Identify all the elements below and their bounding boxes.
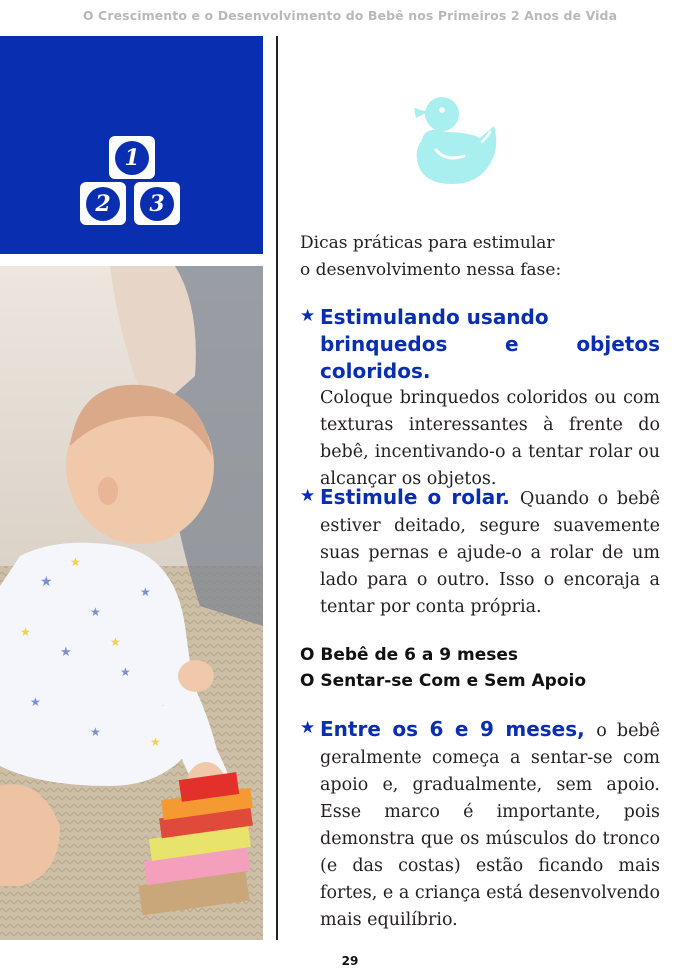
number-block <box>134 182 180 225</box>
star-bullet-icon: ★ <box>300 306 316 326</box>
number-block <box>109 136 155 179</box>
tip-body <box>320 484 660 621</box>
svg-text:★: ★ <box>70 555 81 569</box>
section-heading-line: O Bebê de 6 a 9 meses <box>300 645 518 665</box>
svg-text:★: ★ <box>30 695 41 709</box>
tip-text: Coloque brinquedos coloridos ou com texturas interessantes à frente do bebê, incentivando-o a tentar rolar ou alcançar os objetos. <box>320 388 660 489</box>
blue-header-panel <box>0 36 263 254</box>
tip-item <box>300 304 660 493</box>
tip-text: o bebê geralmente começa a sentar-se com apoio e, gradualmente, sem apoio. Esse marco é importante, pois demonstra que os músculos do tronco (e das costas) estão ficando mais fortes, e a criança está desenvolvendo mais equilíbrio. <box>320 721 660 930</box>
column-divider <box>276 36 278 940</box>
svg-text:★: ★ <box>150 735 161 749</box>
section-heading-line: O Sentar-se Com e Sem Apoio <box>300 671 587 691</box>
baby-photo <box>0 266 263 940</box>
star-bullet-icon: ★ <box>300 718 316 738</box>
number-block-label: 1 <box>115 141 149 175</box>
svg-text:★: ★ <box>160 695 171 709</box>
svg-text:★: ★ <box>120 665 131 679</box>
svg-text:★: ★ <box>90 605 101 619</box>
number-block <box>80 182 126 225</box>
intro-text <box>300 230 660 284</box>
tip-item <box>300 484 660 621</box>
tip-heading: Estimule o rolar. <box>320 485 520 509</box>
baby-stacking-toy-illustration <box>0 266 263 940</box>
star-bullet-icon: ★ <box>300 486 316 506</box>
svg-text:★: ★ <box>110 635 121 649</box>
tip-heading: Entre os 6 e 9 meses, <box>320 717 597 741</box>
duck-icon <box>406 92 502 188</box>
section-heading <box>300 642 670 694</box>
svg-text:★: ★ <box>20 625 31 639</box>
tip-heading-line: brinquedos e objetos coloridos. <box>320 332 660 383</box>
page-number: 29 <box>341 954 359 968</box>
number-blocks-icon <box>80 136 184 228</box>
tip-item <box>300 716 660 934</box>
svg-text:★: ★ <box>40 574 53 590</box>
number-block-label: 2 <box>86 187 120 221</box>
svg-text:★: ★ <box>60 645 72 660</box>
tip-body <box>320 716 660 934</box>
tip-body <box>320 304 660 493</box>
intro-line: o desenvolvimento nessa fase: <box>300 260 562 280</box>
tip-text: Quando o bebê estiver deitado, segure suavemente suas pernas e ajude-o a rolar de um lado para o outro. Isso o encoraja a tentar por conta própria. <box>320 489 660 617</box>
number-block-label: 3 <box>140 187 174 221</box>
tip-heading-line: Estimulando usando <box>320 305 549 329</box>
svg-text:★: ★ <box>140 585 151 599</box>
svg-text:★: ★ <box>90 725 101 739</box>
intro-line: Dicas práticas para estimular <box>300 233 555 253</box>
running-header: O Crescimento e o Desenvolvimento do Bebê nos Primeiros 2 Anos de Vida <box>82 8 618 23</box>
